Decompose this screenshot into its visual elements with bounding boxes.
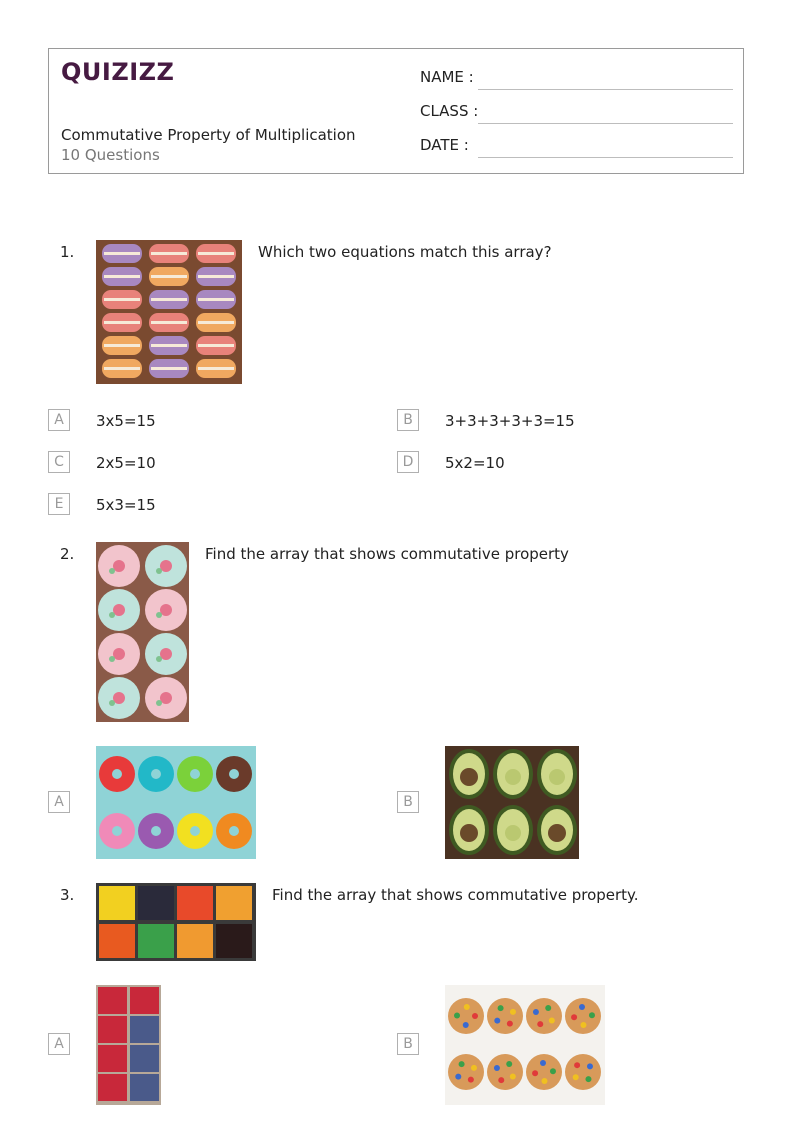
macarons-array-image <box>96 240 242 384</box>
date-field[interactable] <box>478 157 733 158</box>
option-text: 5x3=15 <box>96 496 156 514</box>
option-badge[interactable]: B <box>397 791 419 813</box>
worksheet-title: Commutative Property of Multiplication <box>61 126 356 144</box>
question-number: 2. <box>60 545 75 563</box>
quizizz-logo: QUIZIZZ <box>61 58 175 86</box>
class-field[interactable] <box>478 123 733 124</box>
option-text: 3+3+3+3+3=15 <box>445 412 575 430</box>
option-badge[interactable]: E <box>48 493 70 515</box>
option-badge[interactable]: B <box>397 409 419 431</box>
option-badge[interactable]: C <box>48 451 70 473</box>
option-badge[interactable]: A <box>48 409 70 431</box>
avocados-image[interactable] <box>445 746 579 859</box>
option-text: 5x2=10 <box>445 454 505 472</box>
name-field[interactable] <box>478 89 733 90</box>
donuts-image[interactable] <box>96 746 256 859</box>
name-label: NAME : <box>420 68 474 86</box>
question-number: 1. <box>60 243 75 261</box>
cupcakes-array-image <box>96 542 189 722</box>
question-number: 3. <box>60 886 75 904</box>
question-text: Find the array that shows commutative property. <box>272 886 639 904</box>
question-text: Which two equations match this array? <box>258 243 552 261</box>
candy-tray-image <box>96 883 256 961</box>
option-text: 2x5=10 <box>96 454 156 472</box>
question-count: 10 Questions <box>61 146 160 164</box>
berries-image[interactable] <box>96 985 161 1105</box>
date-label: DATE : <box>420 136 469 154</box>
cookies-image[interactable] <box>445 985 605 1105</box>
option-badge[interactable]: D <box>397 451 419 473</box>
option-badge[interactable]: B <box>397 1033 419 1055</box>
option-badge[interactable]: A <box>48 791 70 813</box>
class-label: CLASS : <box>420 102 479 120</box>
question-text: Find the array that shows commutative property <box>205 545 569 563</box>
option-text: 3x5=15 <box>96 412 156 430</box>
option-badge[interactable]: A <box>48 1033 70 1055</box>
